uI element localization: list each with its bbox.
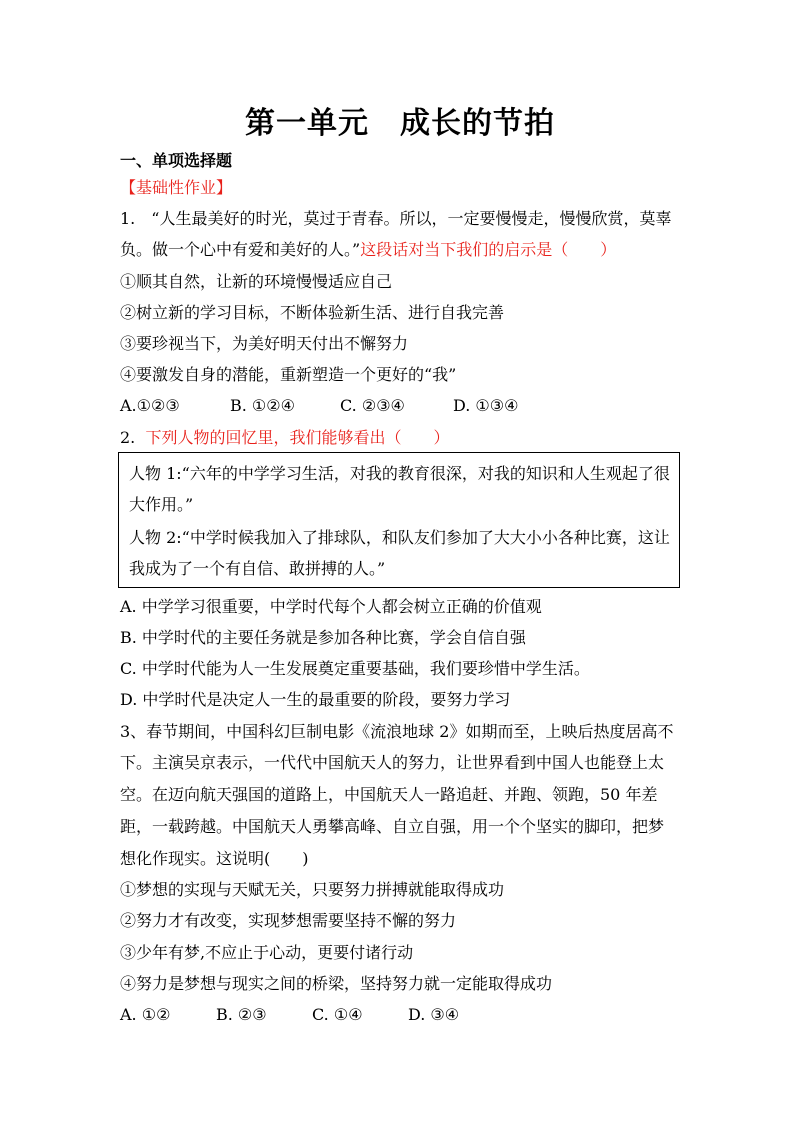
q3-option-b: B. ②③ <box>216 1005 267 1024</box>
q3-option-d: D. ③④ <box>408 1005 460 1024</box>
q1-option-c: C. ②③④ <box>340 396 405 415</box>
q3-item-3: ③少年有梦,不应止于心动，更要付诸行动 <box>120 943 414 962</box>
q1-item-2: ②树立新的学习目标，不断体验新生活、进行自我完善 <box>120 303 505 322</box>
q3-item-1: ①梦想的实现与天赋无关，只要努力拼搏就能取得成功 <box>120 880 505 899</box>
q1-stem-line2-text: 负。做一个心中有爱和美好的人。” <box>120 240 361 259</box>
q2-option-a: A. 中学学习很重要，中学时代每个人都会树立正确的价值观 <box>120 597 542 616</box>
q2-option-c: C. 中学时代能为人一生发展奠定重要基础，我们要珍惜中学生活。 <box>120 659 590 678</box>
q2-quote-line2: 大作用。” <box>129 495 194 514</box>
q2-quote-box <box>118 452 680 588</box>
q2-option-d: D. 中学时代是决定人一生的最重要的阶段，要努力学习 <box>120 690 511 709</box>
q3-stem-line2: 下。主演吴京表示，一代代中国航天人的努力，让世界看到中国人也能登上太 <box>120 753 665 772</box>
q2-quote-line4: 我成为了一个有自信、敢拼搏的人。” <box>129 559 386 578</box>
q2-stem <box>120 428 449 448</box>
q2-question-prompt: 下列人物的回忆里，我们能够看出（ ） <box>145 428 450 447</box>
q3-stem-line1: 3、春节期间，中国科幻巨制电影《流浪地球 2》如期而至，上映后热度居高不 <box>120 722 674 741</box>
q1-item-3: ③要珍视当下，为美好明天付出不懈努力 <box>120 334 409 353</box>
q3-stem-line4: 距，一载跨越。中国航天人勇攀高峰、自立自强，用一个个坚实的脚印，把梦 <box>120 817 665 836</box>
q3-item-2: ②努力才有改变，实现梦想需要坚持不懈的努力 <box>120 911 457 930</box>
q3-options <box>120 1005 459 1025</box>
q1-option-b: B. ①②④ <box>230 396 295 415</box>
q3-item-4: ④努力是梦想与现实之间的桥梁，坚持努力就一定能取得成功 <box>120 974 553 993</box>
q1-question-prompt: 这段话对当下我们的启示是（ ） <box>360 240 617 259</box>
page-title: 第一单元 成长的节拍 <box>245 106 555 141</box>
q1-item-1: ①顺其自然，让新的环境慢慢适应自己 <box>120 272 393 291</box>
q3-option-a: A. ①② <box>120 1005 171 1024</box>
q1-option-a: A.①②③ <box>120 396 180 415</box>
q2-number: 2. <box>120 428 136 447</box>
q2-quote-line3: 人物 2:“中学时候我加入了排球队，和队友们参加了大大小小各种比赛，这让 <box>129 528 670 547</box>
q3-option-c: C. ①④ <box>312 1005 363 1024</box>
q1-options <box>120 396 518 416</box>
category-tag: 【基础性作业】 <box>120 178 233 197</box>
q2-option-b: B. 中学时代的主要任务就是参加各种比赛，学会自信自强 <box>120 628 526 647</box>
q1-item-4: ④要激发自身的潜能，重新塑造一个更好的“我” <box>120 365 457 384</box>
q1-stem-line1: 1. “人生最美好的时光，莫过于青春。所以，一定要慢慢走，慢慢欣赏，莫辜 <box>120 209 672 228</box>
q3-stem-line3: 空。在迈向航天强国的道路上，中国航天人一路追赶、并跑、领跑，50 年差 <box>120 785 658 804</box>
section-heading: 一、单项选择题 <box>120 151 233 170</box>
q3-stem-line5: 想化作现实。这说明( ) <box>120 849 309 868</box>
q2-quote-line1: 人物 1:“六年的中学学习生活，对我的教育很深，对我的知识和人生观起了很 <box>129 464 670 483</box>
q1-option-d: D. ①③④ <box>453 396 519 415</box>
q1-stem-line2 <box>120 240 616 260</box>
